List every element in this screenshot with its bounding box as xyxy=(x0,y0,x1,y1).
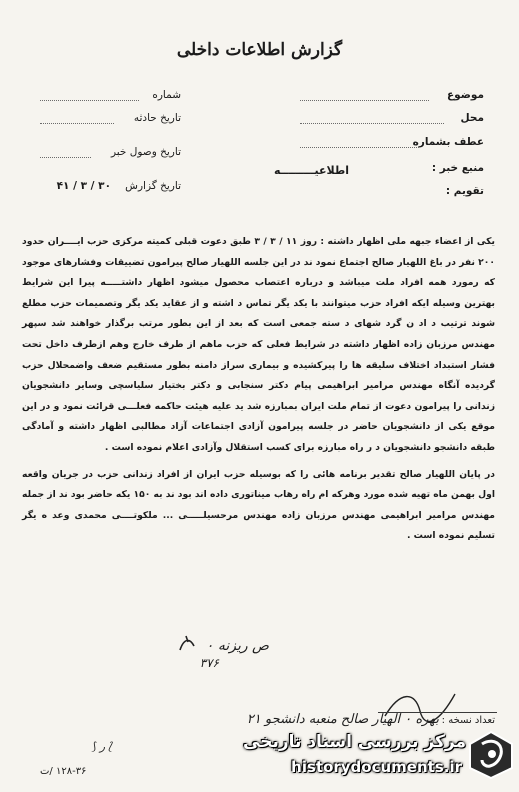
handwritten-note: ص ریزنه ۰ xyxy=(205,638,269,654)
report-title: گزارش اطلاعات داخلی xyxy=(176,40,343,60)
location-dots xyxy=(300,123,444,124)
body-paragraph-2: در پایان اللهیار صالح تقدیر برنامه هائی را که بوسیله حزب ایران از افراد زندانی حزب در جریان واقعه اول بهمن ماه تهیه شده مورد وهرکه ام راه رهاب میناتوری داده اند بود ند به ۱۵۰ یکه حاضر بود ند از جمله مهندس مرامیر ابراهیمی مهندس مرزبان زاده مهندس مرحسیلـــــی ... ملکوتــــی محمدی وعد ه یگر تسلیم نموده است . xyxy=(22,468,495,542)
reference-dots xyxy=(300,147,419,148)
subject-dots xyxy=(300,100,429,101)
number-dots xyxy=(40,100,139,101)
incident-date-dots xyxy=(40,123,114,124)
received-date-label: تاریخ وصول خبر xyxy=(110,146,181,158)
location-label: محل xyxy=(460,112,484,124)
handwritten-number: ۳۷۶ xyxy=(199,656,219,670)
body-paragraph-1: یکی از اعضاء جبهه ملی اظهار داشته : روز ۱۱ / ۳ / ۳ طبق دعوت قبلی کمیته مرکزی حزب ایــــران حدود ۲۰۰ نفر در باغ اللهیار صالح اجتماع نمود ند در این جلسه اللهیار صالح پیرامون تضییقات وفشارهای موجود که رمورد همه افراد ملت میباشد و درباره اعتصاب محصول میشود اظهار داشتـــــه پیرا این شرایط بهترین وسیله ایکه افراد حزب میتوانند با یکد یگر تماس د اشته و از عقاید یکد یگر وتصمیمات حزب مطلع شوند ترتیب د اد ن گرد شهای د سته جمعی است که بعد از این بطور مرتب برگذار خواهند شد سپهر مهندس مرزبان زاده اظهار داشته در شرایط فعلی که حزب ماهم از طرف خارج وهم ازطرف داخل تحت فشار استبداد اختلاف سلیقه ها را پیرکشیده و بیماری سراز دامنه بطور مستقیم ضعف واضمحلال حزب گردیده آنگاه مهندس مرامیر ابراهیمی پیام دکتر سنجابی و دکتر بختیار سلیاسچی وسایر دانشجویان زندانی را پیرامون دعوت از تمام ملت ایران بمبارزه شد ید علیه هیئت حاکمه فعلـــی قرائت نمود و در این موقع یکی از دانشجویان حاضر در جلسه پیرامون آزادی اجتماعات آزاد مطالبی اظهار داشته و آمادگی طبقه دانشجو دانشجویان د ر راه مبارزه برای کسب استقلال وآزادی اعلام نموده است . xyxy=(22,236,495,453)
report-date-label: تاریخ گزارش xyxy=(125,180,181,192)
watermark xyxy=(184,728,514,784)
signature-line: بهره ۰ الهیار صالح منعبه دانشجو ۲۱ xyxy=(246,712,439,727)
source-value: اطلاعیـــــــــه xyxy=(274,164,349,177)
handwritten-mark-icon xyxy=(176,632,200,656)
source-label: منبع خبر : xyxy=(431,162,484,174)
received-date-dots xyxy=(40,157,91,158)
handwritten-initials: ⟆ ر ⟅ xyxy=(92,740,113,753)
number-label: شماره xyxy=(152,89,181,101)
archive-logo-icon xyxy=(468,730,514,780)
archive-code: ۱۲۸-۳۶ /ت xyxy=(40,766,87,777)
reference-label: عطف بشماره xyxy=(412,136,484,148)
watermark-url: historydocuments.ir xyxy=(291,758,462,776)
incident-date-label: تاریخ حادثه xyxy=(133,112,181,124)
copies-label: تعداد نسخه : xyxy=(441,715,495,726)
report-body xyxy=(22,232,495,547)
subject-label: موضوع xyxy=(447,89,484,101)
report-date-value: ۳۰ / ۳ / ۴۱ xyxy=(56,180,111,192)
copies-rule xyxy=(378,712,497,713)
calendar-label: تقویم : xyxy=(445,185,484,197)
watermark-org: مرکز بررسی اسناد تاریخی xyxy=(243,732,466,752)
